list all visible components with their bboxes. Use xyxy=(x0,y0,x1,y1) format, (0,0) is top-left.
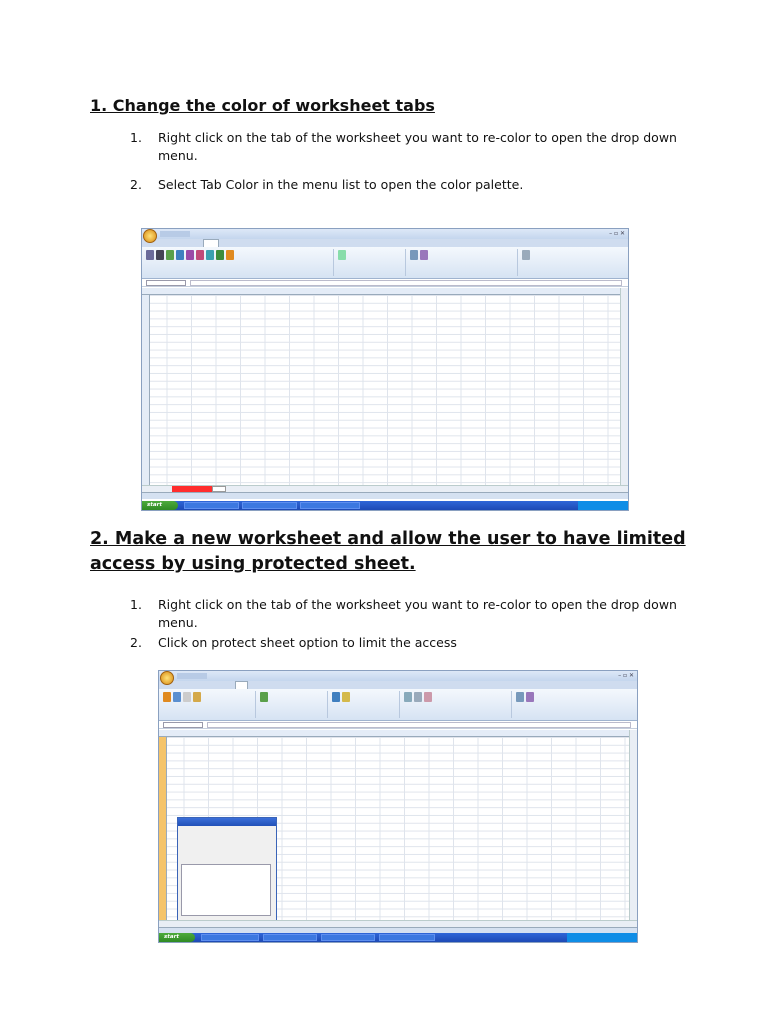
ribbon-tab-selected xyxy=(203,239,219,247)
calculation-icon xyxy=(522,250,530,260)
watch-icon xyxy=(420,250,428,260)
row-headers xyxy=(142,295,150,485)
ribbon-group xyxy=(258,691,328,718)
ribbon-tabs xyxy=(142,239,628,247)
section1-heading: 1. Change the color of worksheet tabs xyxy=(90,96,435,115)
sheet-tab-bar xyxy=(142,485,628,492)
filter-icon xyxy=(342,692,350,702)
ribbon-group xyxy=(336,249,406,276)
taskbar-item xyxy=(300,502,360,509)
step-number: 1. xyxy=(130,597,142,612)
name-manager-icon xyxy=(338,250,346,260)
excel-title-bar xyxy=(159,671,637,681)
ribbon-tab xyxy=(232,239,244,247)
ribbon xyxy=(159,689,637,721)
step-number: 2. xyxy=(130,635,142,650)
vertical-scrollbar xyxy=(620,288,628,485)
book-icon xyxy=(226,250,234,260)
taskbar xyxy=(159,933,637,942)
ribbon-tab xyxy=(220,681,234,689)
ribbon-group xyxy=(514,691,604,718)
what-if-icon xyxy=(424,692,432,702)
trace-icon xyxy=(410,250,418,260)
system-tray xyxy=(567,933,637,942)
step-number: 1. xyxy=(130,130,142,145)
ribbon-tab xyxy=(192,681,204,689)
taskbar-item xyxy=(201,934,259,941)
section2-steps xyxy=(130,596,690,652)
step-text: Right click on the tab of the worksheet you want to re-color to open the drop down menu. xyxy=(158,130,677,163)
window-controls-icon: – ▫ ✕ xyxy=(618,672,634,679)
excel-title-bar xyxy=(142,229,628,239)
name-box xyxy=(146,280,186,286)
ribbon-tab xyxy=(179,681,191,689)
from-access-icon xyxy=(163,692,171,702)
status-bar xyxy=(142,492,628,499)
list-item xyxy=(130,176,690,194)
book-icon xyxy=(176,250,184,260)
book-icon xyxy=(216,250,224,260)
book-icon xyxy=(206,250,214,260)
ungroup-icon xyxy=(526,692,534,702)
ribbon-group xyxy=(161,691,256,718)
formula-bar xyxy=(142,279,628,287)
ribbon-tab xyxy=(245,239,256,247)
dialog-title-bar xyxy=(178,818,276,826)
list-item xyxy=(130,129,690,165)
list-item xyxy=(130,634,690,652)
window-controls-icon: – ▫ ✕ xyxy=(609,230,625,237)
ribbon-group xyxy=(330,691,400,718)
office-button-icon xyxy=(143,229,157,243)
permissions-list xyxy=(181,864,271,916)
ribbon xyxy=(142,247,628,279)
quick-access-toolbar xyxy=(177,673,207,679)
protect-sheet-dialog xyxy=(177,817,277,931)
name-box xyxy=(163,722,203,728)
start-button: start xyxy=(159,933,195,942)
excel-screenshot-tab-color xyxy=(141,228,629,511)
column-headers xyxy=(159,730,629,737)
book-icon xyxy=(166,250,174,260)
group-icon xyxy=(516,692,524,702)
ribbon-tab xyxy=(262,681,273,689)
system-tray xyxy=(578,501,628,510)
taskbar-item xyxy=(242,502,297,509)
taskbar-item xyxy=(321,934,375,941)
formula-input xyxy=(207,722,631,728)
taskbar xyxy=(142,501,628,510)
function-icon xyxy=(146,250,154,260)
ribbon-tab xyxy=(189,239,203,247)
formula-bar xyxy=(159,721,637,729)
step-number: 2. xyxy=(130,177,142,192)
excel-screenshot-protect-sheet xyxy=(158,670,638,943)
ribbon-group xyxy=(144,249,334,276)
ribbon-tab xyxy=(220,239,231,247)
ribbon-tab-selected xyxy=(235,681,248,689)
ribbon-group xyxy=(402,691,512,718)
worksheet-grid xyxy=(142,295,620,485)
ribbon-tab xyxy=(175,239,187,247)
section2-heading: 2. Make a new worksheet and allow the user to have limited access by using protected sheet. xyxy=(90,529,686,574)
ribbon-group xyxy=(408,249,518,276)
formula-input xyxy=(190,280,622,286)
section1-steps xyxy=(130,129,690,194)
office-button-icon xyxy=(160,671,174,685)
refresh-icon xyxy=(260,692,268,702)
ribbon-group xyxy=(520,249,610,276)
step-text: Select Tab Color in the menu list to open the color palette. xyxy=(158,177,524,192)
ribbon-tab xyxy=(206,681,220,689)
ribbon-tab xyxy=(162,239,174,247)
column-headers xyxy=(142,288,620,295)
step-text: Right click on the tab of the worksheet you want to re-color to open the drop down menu. xyxy=(158,597,677,630)
book-icon xyxy=(186,250,194,260)
sort-icon xyxy=(332,692,340,702)
taskbar-item xyxy=(184,502,239,509)
row-headers xyxy=(159,737,167,920)
from-web-icon xyxy=(173,692,181,702)
quick-access-toolbar xyxy=(160,231,190,237)
start-button: start xyxy=(142,501,178,510)
remove-duplicates-icon xyxy=(414,692,422,702)
step-text: Click on protect sheet option to limit the access xyxy=(158,635,457,650)
taskbar-item xyxy=(263,934,317,941)
other-sources-icon xyxy=(193,692,201,702)
vertical-scrollbar xyxy=(629,730,637,920)
text-to-columns-icon xyxy=(404,692,412,702)
book-icon xyxy=(196,250,204,260)
taskbar-item xyxy=(379,934,435,941)
from-text-icon xyxy=(183,692,191,702)
sheet-tab-bar xyxy=(159,920,637,927)
ribbon-tab xyxy=(249,681,261,689)
ribbon-tabs xyxy=(159,681,637,689)
sum-icon xyxy=(156,250,164,260)
list-item xyxy=(130,596,690,632)
